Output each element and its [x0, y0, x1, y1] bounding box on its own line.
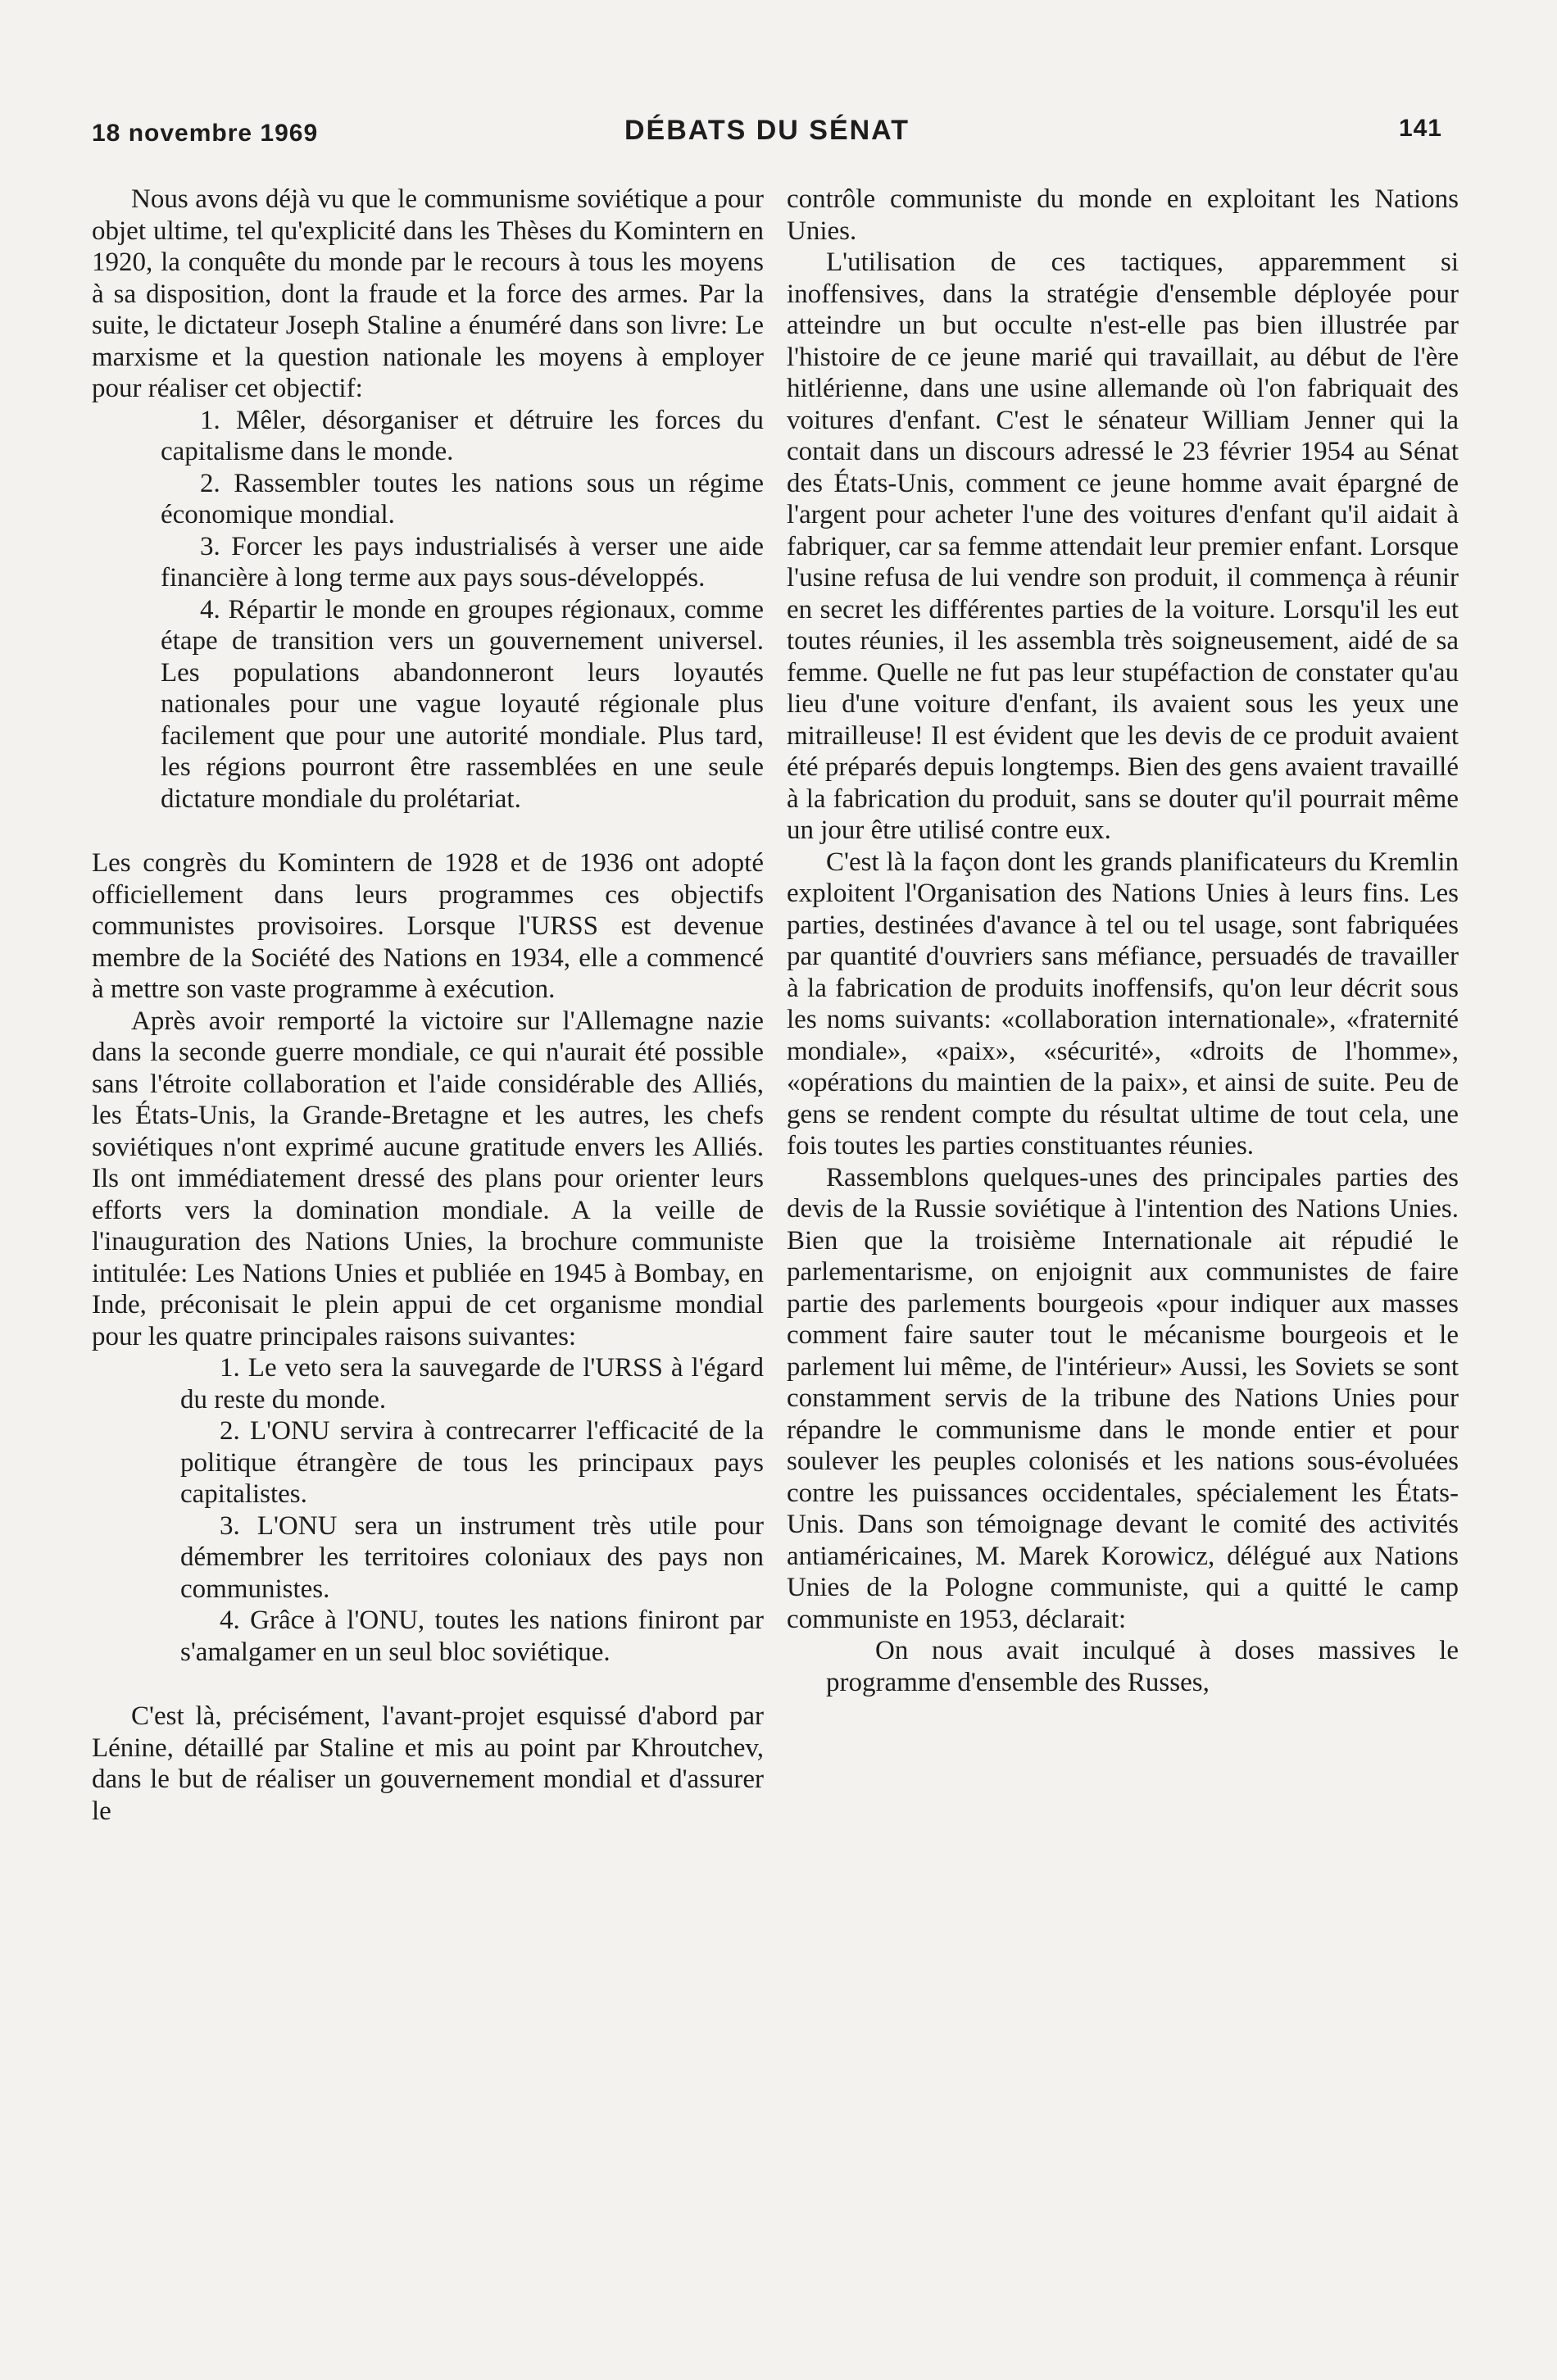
paragraph: C'est là la façon dont les grands planificateurs du Kremlin exploitent l'Organisation des Nations Unies à leurs fins. Les parties, destinées d'avance à tel ou tel usage, sont fabriquées par quantité d'ouvriers sans méfiance, persuadés de travailler à la fabrication de produits inoffensifs, qu'on leur décrit sous les noms suivants: «collaboration internationale», «fraternité mondiale», «paix», «sécurité», «droits de l'homme», «opérations du maintien de la paix», et ainsi de suite. Peu de gens se rendent compte du résultat ultime de tout cela, une fois toutes les parties constituantes réunies.	[787, 847, 1459, 1160]
page-number: 141	[1398, 115, 1442, 142]
header-title: DÉBATS DU SÉNAT	[624, 115, 910, 146]
list-item: 4. Grâce à l'ONU, toutes les nations finiront par s'amalgamer en un seul bloc soviétique.	[180, 1606, 764, 1667]
running-header	[92, 115, 1442, 156]
list-item: 1. Le veto sera la sauvegarde de l'URSS à l'égard du reste du monde.	[180, 1353, 764, 1415]
paragraph: C'est là, précisément, l'avant-projet esquissé d'abord par Lénine, détaillé par Staline et mis au point par Khroutchev, dans le but de réaliser un gouvernement mondial et d'assurer le	[92, 1701, 764, 1826]
left-column	[92, 184, 764, 1827]
list-item: 3. Forcer les pays industrialisés à verser une aide financière à long terme aux pays sous-développés.	[161, 531, 764, 593]
list-item: 2. Rassembler toutes les nations sous un régime économique mondial.	[161, 468, 764, 529]
paragraph: Rassemblons quelques-unes des principales parties des devis de la Russie soviétique à l'intention des Nations Unies. Bien que la troisième Internationale ait répudié le parlementarisme, on enjoignit aux communistes de faire partie des parlements bourgeois «pour indiquer aux masses comment faire sauter tout le mécanisme bourgeois et le parlement lui même, de l'intérieur» Aussi, les Soviets se sont constamment servis de la tribune des Nations Unies pour répandre le communisme dans le monde entier et pour soulever les peuples colonisés et les nations sous-évoluées contre les puissances occidentales, spécialement les États-Unis. Dans son témoignage devant le comité des activités antiaméricaines, M. Marek Korowicz, délégué aux Nations Unies de la Pologne communiste, qui a quitté le camp communiste en 1953, déclarait:	[787, 1162, 1459, 1634]
right-column	[787, 184, 1459, 1698]
header-date: 18 novembre 1969	[92, 120, 319, 147]
block-quote: On nous avait inculqué à doses massives le programme d'ensemble des Russes,	[826, 1636, 1459, 1697]
paragraph: Nous avons déjà vu que le communisme soviétique a pour objet ultime, tel qu'explicité dans les Thèses du Komintern en 1920, la conquête du monde par le recours à tous les moyens à sa disposition, dont la fraude et la force des armes. Par la suite, le dictateur Joseph Staline a énuméré dans son livre: Le marxisme et la question nationale les moyens à employer pour réaliser cet objectif:	[92, 184, 764, 403]
paragraph: Après avoir remporté la victoire sur l'Allemagne nazie dans la seconde guerre mondiale, ce qui n'aurait été possible sans l'étroite collaboration et l'aide considérable des Alliés, les États-Unis, la Grande-Bretagne et les autres, les chefs soviétiques n'ont exprimé aucune gratitude envers les Alliés. Ils ont immédiatement dressé des plans pour orienter leurs efforts vers la domination mondiale. A la veille de l'inauguration des Nations Unies, la brochure communiste intitulée: Les Nations Unies et publiée en 1945 à Bombay, en Inde, préconisait le plein appui de cet organisme mondial pour les quatre principales raisons suivantes:	[92, 1006, 764, 1351]
paragraph: L'utilisation de ces tactiques, apparemment si inoffensives, dans la stratégie d'ensemble déployée pour atteindre un but occulte n'est-elle pas bien illustrée par l'histoire de ce jeune marié qui travaillait, au début de l'ère hitlérienne, dans une usine allemande où l'on fabriquait des voitures d'enfant. C'est le sénateur William Jenner qui la contait dans un discours adressé le 23 février 1954 au Sénat des États-Unis, comment ce jeune homme avait épargné de l'argent pour acheter l'une des voitures d'enfant qu'il aidait à fabriquer, car sa femme attendait leur premier enfant. Lorsque l'usine refusa de lui vendre son produit, il commença à réunir en secret les différentes parties de la voiture. Lorsqu'il les eut toutes réunies, il les assembla très soigneusement, aidé de sa femme. Quelle ne fut pas leur stupéfaction de constater qu'au lieu d'une voiture d'enfant, ils avaient sous les yeux une mitrailleuse! Il est évident que les devis de ce produit avaient été préparés depuis longtemps. Bien des gens avaient travaillé à la fabrication du produit, sans se douter qu'il pourrait même un jour être utilisé contre eux.	[787, 248, 1459, 845]
list-item: 4. Répartir le monde en groupes régionaux, comme étape de transition vers un gouvernement universel. Les populations abandonneront leurs loyautés nationales pour une vague loyauté régionale plus facilement que pour une autorité mondiale. Plus tard, les régions pourront être rassemblées en une seule dictature mondiale du prolétariat.	[161, 594, 764, 814]
list-item: 3. L'ONU sera un instrument très utile pour démembrer les territoires coloniaux des pays non communistes.	[180, 1510, 764, 1604]
paragraph: Les congrès du Komintern de 1928 et de 1936 ont adopté officiellement dans leurs programmes ces objectifs communistes provisoires. Lorsque l'URSS est devenue membre de la Société des Nations en 1934, elle a commencé à mettre son vaste programme à exécution.	[92, 848, 764, 1004]
list-item: 2. L'ONU servira à contrecarrer l'efficacité de la politique étrangère de tous les principaux pays capitalistes.	[180, 1416, 764, 1509]
list-item: 1. Mêler, désorganiser et détruire les forces du capitalisme dans le monde.	[161, 405, 764, 466]
paragraph: contrôle communiste du monde en exploitant les Nations Unies.	[787, 184, 1459, 246]
